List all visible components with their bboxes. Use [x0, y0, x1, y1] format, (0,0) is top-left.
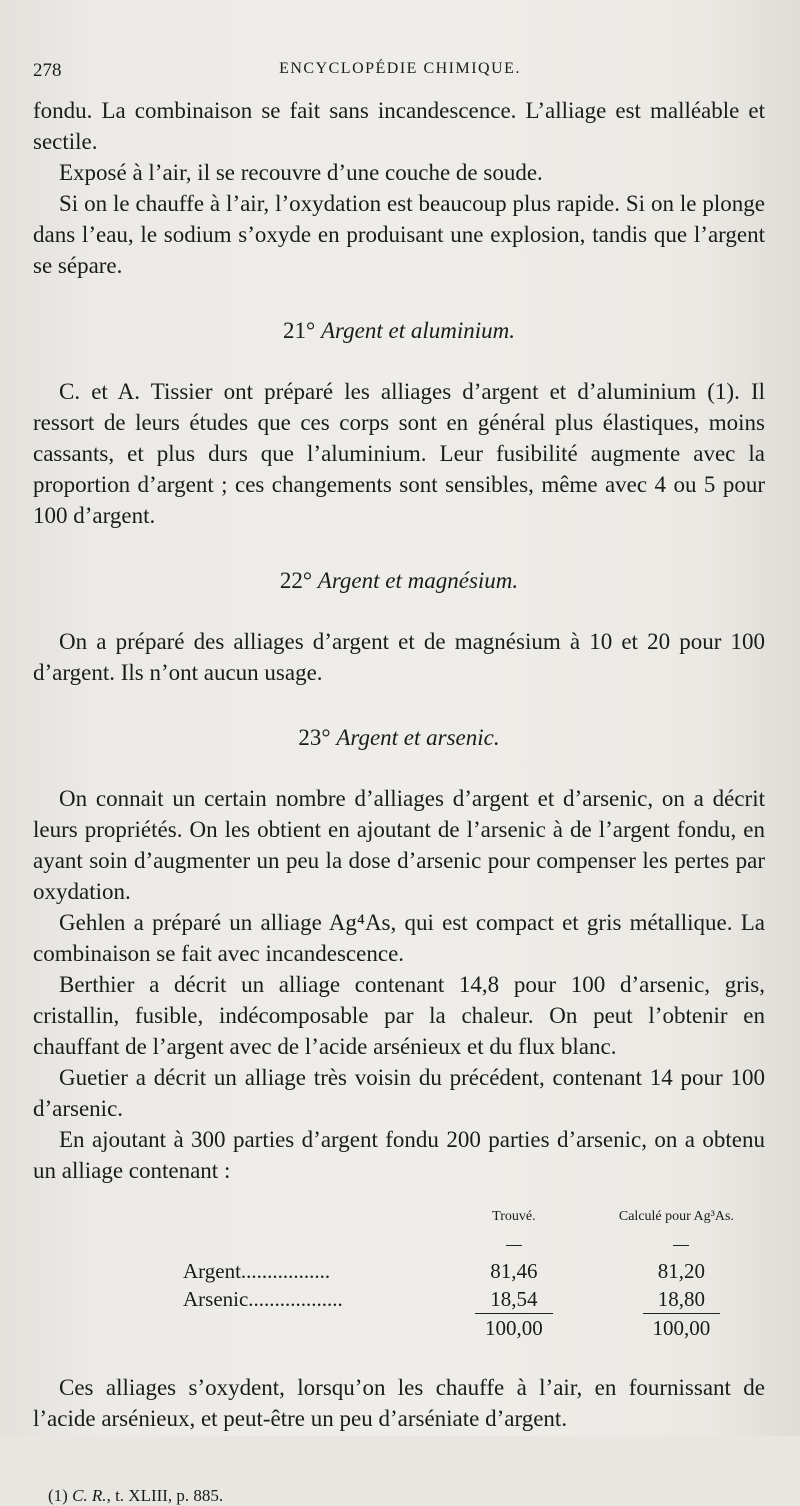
- composition-table: [183, 1208, 765, 1342]
- paragraph: Exposé à l’air, il se recouvre d’une couche de soude.: [59, 160, 543, 185]
- row-label: Argent.................: [183, 1259, 331, 1283]
- paragraph: fondu. La combinaison se fait sans incandescence. L’alliage est malléable et sectile.: [33, 98, 765, 154]
- paragraph: Ces alliages s’oxydent, lorsqu’on les chauffe à l’air, en fournissant de l’acide arsénieux, et peut-être un peu d’arséniate d’argent.: [33, 1375, 765, 1431]
- total-found: 100,00: [475, 1313, 553, 1342]
- column-header-calculated: Calculé pour Ag³As.: [618, 1209, 734, 1224]
- table-row: [183, 1285, 765, 1313]
- page-body: [33, 95, 765, 1506]
- footnote-reference: C. R.: [72, 1486, 107, 1505]
- found-value: 18,54: [490, 1287, 538, 1311]
- page-header: [0, 60, 800, 90]
- paragraph: Guetier a décrit un alliage très voisin du précédent, contenant 14 pour 100 d’arsenic.: [33, 1065, 765, 1121]
- footnote: [33, 1486, 765, 1506]
- section-number: 21°: [283, 318, 316, 343]
- paragraph: C. et A. Tissier ont préparé les alliages d’argent et d’aluminium (1). Il ressort de leurs études que ces corps sont en général plus élastiques, moins cassants, et plus durs que l’aluminium. Leur fusibilité augmente avec la proportion d’argent ; ces changements sont sensibles, même avec 4 ou 5 pour 100 d’argent.: [33, 379, 765, 528]
- calculated-value: 18,80: [657, 1287, 706, 1311]
- paragraph: Si on le chauffe à l’air, l’oxydation est beaucoup plus rapide. Si on le plonge dans l’eau, le sodium s’oxyde en produisant une explosion, tandis que l’argent se sépare.: [33, 191, 765, 278]
- section-title: Argent et arsenic.: [336, 725, 500, 750]
- calculated-value: 81,20: [657, 1259, 706, 1283]
- paragraph: Berthier a décrit un alliage contenant 14,8 pour 100 d’arsenic, gris, cristallin, fusible, indécomposable par la chaleur. On peut l’obtenir en chauffant de l’argent avec de l’acide arsénieux et du flux blanc.: [33, 972, 765, 1059]
- column-header-found: Trouvé.: [492, 1209, 536, 1224]
- footnote-text: , t. XLIII, p. 885.: [106, 1486, 224, 1505]
- total-calculated: 100,00: [643, 1313, 721, 1342]
- section-number: 23°: [298, 725, 331, 750]
- page-number: 278: [33, 60, 62, 81]
- table-total-row: [183, 1313, 765, 1342]
- paragraph: Gehlen a préparé un alliage Ag⁴As, qui est compact et gris métallique. La combinaison se fait avec incandescence.: [33, 910, 765, 966]
- found-value: 81,46: [490, 1259, 538, 1283]
- section-title: Argent et magnésium.: [317, 568, 519, 593]
- section-number: 22°: [279, 568, 313, 593]
- paragraph: On connait un certain nombre d’alliages d’argent et d’arsenic, on a décrit leurs propriétés. On les obtient en ajoutant de l’arsenic à de l’argent fondu, en ayant soin d’augmenter un peu la dose d’arsenic pour compenser les pertes par oxydation.: [33, 786, 765, 904]
- section-heading-23: [33, 722, 765, 753]
- paragraph: On a préparé des alliages d’argent et de magnésium à 10 et 20 pour 100 d’argent. Ils n’ont aucun usage.: [33, 629, 765, 685]
- running-title: ENCYCLOPÉDIE CHIMIQUE.: [279, 60, 521, 77]
- footnote-mark: (1): [48, 1486, 68, 1505]
- paragraph: En ajoutant à 300 parties d’argent fondu 200 parties d’arsenic, on a obtenu un alliage contenant :: [33, 1127, 765, 1183]
- table-row: [183, 1257, 765, 1285]
- section-heading-22: [33, 565, 765, 596]
- section-heading-21: [33, 315, 765, 346]
- row-label: Arsenic..................: [183, 1287, 343, 1311]
- section-title: Argent et aluminium.: [320, 318, 515, 343]
